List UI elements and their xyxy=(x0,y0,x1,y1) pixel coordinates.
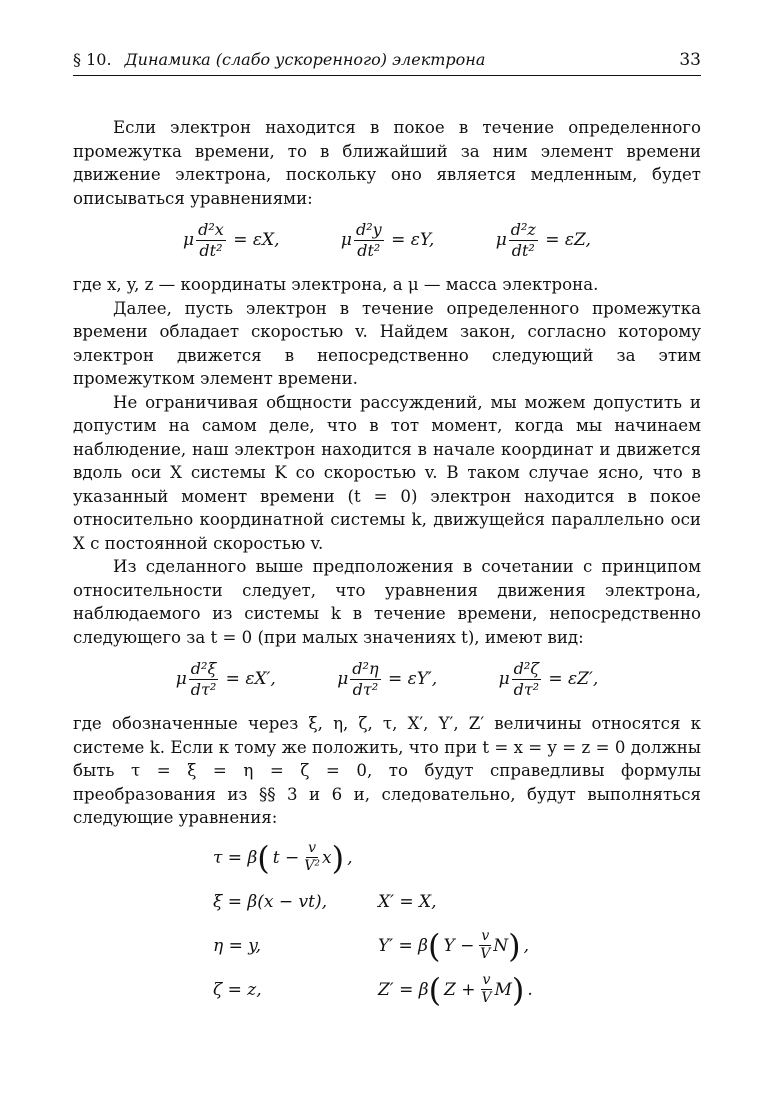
paragraph-3: Далее, пусть электрон в течение определенного промежутка времени обладает скоростью v. Найдем закон, согласно которому электрон движется в непосредственно следующий за этим промежутком элемент времени. xyxy=(73,298,701,388)
paragraph-2: где x, y, z — координаты электрона, а μ — масса электрона. xyxy=(73,275,599,294)
header-text xyxy=(73,50,485,69)
eq1-term-y: μ $\frac{\text{d²y}}{\text{dt²}}$ = εY, xyxy=(340,220,435,260)
header-title: Динамика (слабо ускоренного) электрона xyxy=(124,50,486,69)
paragraph-4: Не ограничивая общности рассуждений, мы можем допустить и допустим на самом деле, что в тот момент, когда мы начинаем наблюдение, наш электрон находится в начале координат и движется вдоль оси X системы K со скоростью v. В таком случае ясно, что в указанный момент времени (t = 0) электрон находится в покое относительно координатной системы k, движущейся параллельно оси X с постоянной скоростью v. xyxy=(73,392,701,553)
eq1-term-x: μ $\frac{\text{d²x}}{\text{dt²}}$ = εX, xyxy=(183,220,280,260)
header-section: § 10. xyxy=(73,50,112,69)
eq-xi: ξ = β(x − vt), X′ = X, xyxy=(213,891,437,912)
body-text xyxy=(73,116,701,830)
paragraph-5: Из сделанного выше предположения в сочетании с принципом относительности следует, что уравнения движения электрона, наблюдаемого из системы k в течение времени, непосредственно следующего за t = 0 (при малых значениях t), имеют вид: xyxy=(73,557,701,647)
eq2-term-zeta: μ $\frac{\text{d²ζ}}{\text{dτ²}}$ = εZ′, xyxy=(498,659,599,699)
paragraph-1: Если электрон находится в покое в течение определенного промежутка времени, то в ближайший за ним элемент времени движение электрона, поскольку оно является медленным, будет описываться уравнениями: xyxy=(73,118,701,208)
running-header xyxy=(73,50,701,76)
paragraph-6: где обозначенные через ξ, η, ζ, τ, X′, Y′, Z′ величины относятся к системе k. Если к тому же положить, что при t = x = y = z = 0 должны быть τ = ξ = η = ζ = 0, то будут справедливы формулы преобразования из §§ 3 и 6 и, следовательно, будут выполняться следующие уравнения: xyxy=(73,714,701,827)
transformation-equations xyxy=(213,836,701,1012)
eq-eta: η = y, Y′ = β ( Y − $\frac{v}{V}$ N ) , xyxy=(213,926,530,965)
equation-nonrelativistic xyxy=(73,220,701,261)
eq1-term-z: μ $\frac{\text{d²z}}{\text{dt²}}$ = εZ, xyxy=(495,220,591,260)
eq2-term-xi: μ $\frac{\text{d²ξ}}{\text{dτ²}}$ = εX′, xyxy=(175,659,276,699)
page-number: 33 xyxy=(679,50,701,70)
equation-moving-frame xyxy=(73,659,701,700)
page xyxy=(73,50,701,1012)
eq-zeta: ζ = z, Z′ = β ( Z + $\frac{v}{V}$ M ) . xyxy=(213,970,533,1009)
eq2-term-eta: μ $\frac{\text{d²η}}{\text{dτ²}}$ = εY′, xyxy=(337,659,438,699)
eq-tau: τ = β ( t − $\frac{v}{\text{V²}}$ x ) , xyxy=(213,838,353,877)
